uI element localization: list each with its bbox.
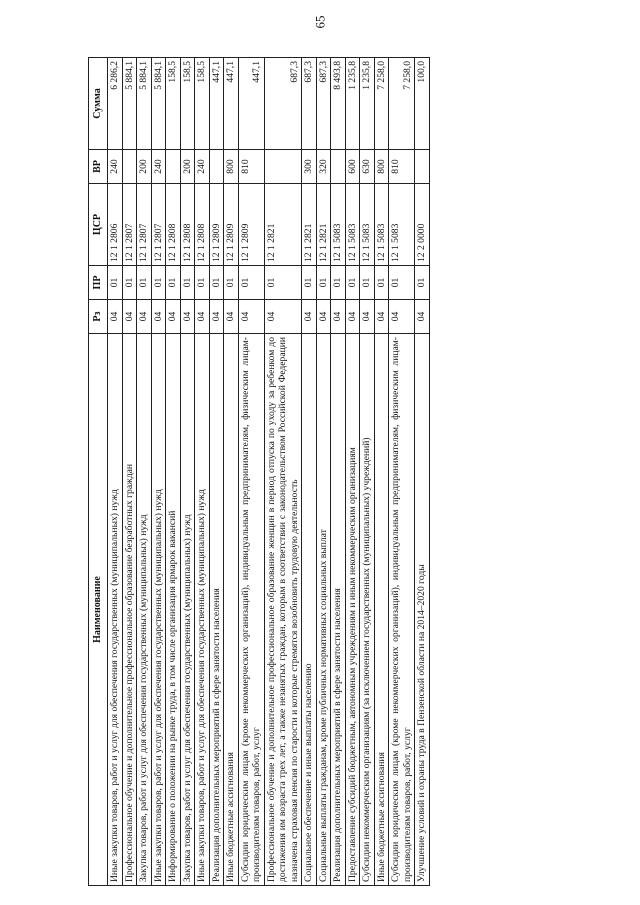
cell-name: Профессиональное обучение и дополнительное профессиональное образование безработных граждан [122,334,137,886]
cell-pr: 01 [180,266,195,300]
table-row [302,58,317,886]
table-row [195,58,210,886]
cell-name: Субсидии юридическим лицам (кроме некоммерческих организаций), индивидуальным предпринимателям, физическим лицам-производителям товаров, работ, услуг [389,334,415,886]
cell-sum: 5 884,1 [151,58,166,150]
cell-csr: 12 1 2808 [195,184,210,266]
cell-name: Иные бюджетные ассигнования [224,334,239,886]
cell-pr: 01 [166,266,181,300]
cell-rz: 04 [360,300,375,334]
table-row [264,58,302,886]
cell-name: Иные закупки товаров, работ и услуг для обеспечения государственных (муниципальных) нужд [151,334,166,886]
cell-rz: 04 [209,300,224,334]
cell-csr: 12 1 2809 [224,184,239,266]
cell-pr: 01 [264,266,302,300]
cell-rz: 04 [345,300,360,334]
table-row [209,58,224,886]
cell-csr: 12 1 5083 [360,184,375,266]
cell-csr: 12 1 2808 [180,184,195,266]
header-rz: Рз [89,300,108,334]
cell-name: Закупка товаров, работ и услуг для обеспечения государственных (муниципальных) нужд [180,334,195,886]
cell-pr: 01 [195,266,210,300]
cell-sum: 1 235,8 [345,58,360,150]
table-row [137,58,152,886]
cell-vr: 810 [389,150,415,184]
table-header [89,58,108,886]
header-csr: ЦСР [89,184,108,266]
cell-pr: 01 [374,266,389,300]
table-row [108,58,123,886]
cell-name: Социальные выплаты гражданам, кроме публичных нормативных социальных выплат [316,334,331,886]
cell-sum: 447,1 [209,58,224,150]
cell-sum: 447,1 [238,58,264,150]
rotated-table-container [88,58,568,886]
cell-pr: 01 [415,266,430,300]
cell-rz: 04 [415,300,430,334]
cell-rz: 04 [238,300,264,334]
cell-pr: 01 [108,266,123,300]
cell-csr: 12 1 2808 [166,184,181,266]
cell-rz: 04 [264,300,302,334]
cell-pr: 01 [331,266,346,300]
cell-vr: 240 [108,150,123,184]
table-row [316,58,331,886]
cell-name: Социальное обеспечение и иные выплаты населению [302,334,317,886]
cell-vr: 810 [238,150,264,184]
header-pr: ПР [89,266,108,300]
cell-vr: 240 [151,150,166,184]
cell-csr: 12 1 2821 [302,184,317,266]
cell-pr: 01 [389,266,415,300]
cell-csr: 12 1 2807 [122,184,137,266]
cell-sum: 1 235,8 [360,58,375,150]
cell-sum: 5 884,1 [122,58,137,150]
cell-vr [331,150,346,184]
table-row [360,58,375,886]
page-number [0,14,640,30]
page-number-text: 65 [312,15,327,29]
cell-rz: 04 [137,300,152,334]
table-row [389,58,415,886]
cell-pr: 01 [238,266,264,300]
cell-name: Реализация дополнительных мероприятий в сфере занятости населения [209,334,224,886]
cell-name: Улучшение условий и охраны труда в Пензенской области на 2014–2020 годы [415,334,430,886]
cell-rz: 04 [374,300,389,334]
cell-sum: 158,5 [180,58,195,150]
table-row [122,58,137,886]
cell-name: Иные закупки товаров, работ и услуг для обеспечения государственных (муниципальных) нужд [108,334,123,886]
cell-sum: 158,5 [195,58,210,150]
cell-rz: 04 [316,300,331,334]
cell-sum: 158,5 [166,58,181,150]
cell-sum: 100,0 [415,58,430,150]
cell-vr [264,150,302,184]
table-row [415,58,430,886]
cell-vr [209,150,224,184]
cell-sum: 8 493,8 [331,58,346,150]
cell-csr: 12 1 2809 [238,184,264,266]
cell-name: Иные закупки товаров, работ и услуг для обеспечения государственных (муниципальных) нужд [195,334,210,886]
cell-vr: 800 [224,150,239,184]
cell-name: Информирование о положении на рынке труда, в том числе организация ярмарок вакансий [166,334,181,886]
cell-sum: 6 286,2 [108,58,123,150]
cell-pr: 01 [209,266,224,300]
cell-rz: 04 [180,300,195,334]
cell-name: Закупка товаров, работ и услуг для обеспечения государственных (муниципальных) нужд [137,334,152,886]
cell-rz: 04 [151,300,166,334]
table-row [238,58,264,886]
cell-csr: 12 1 5083 [389,184,415,266]
cell-vr: 800 [374,150,389,184]
cell-vr: 320 [316,150,331,184]
cell-sum: 447,1 [224,58,239,150]
cell-sum: 687,3 [316,58,331,150]
cell-pr: 01 [122,266,137,300]
cell-pr: 01 [360,266,375,300]
cell-csr: 12 1 5083 [331,184,346,266]
cell-pr: 01 [302,266,317,300]
cell-rz: 04 [389,300,415,334]
header-vr: ВР [89,150,108,184]
cell-name: Субсидии юридическим лицам (кроме некоммерческих организаций), индивидуальным предпринимателям, физическим лицам-производителям товаров, работ, услуг [238,334,264,886]
cell-pr: 01 [224,266,239,300]
cell-csr: 12 1 2806 [108,184,123,266]
header-name: Наименование [89,334,108,886]
table-row [180,58,195,886]
cell-rz: 04 [224,300,239,334]
cell-csr: 12 2 0000 [415,184,430,266]
cell-vr: 200 [180,150,195,184]
table-row [374,58,389,886]
cell-sum: 687,3 [302,58,317,150]
cell-vr [166,150,181,184]
cell-name: Предоставление субсидий бюджетным, автономным учреждениям и иным некоммерческим организациям [345,334,360,886]
cell-sum: 7 258,0 [374,58,389,150]
cell-sum: 7 258,0 [389,58,415,150]
table-row [345,58,360,886]
cell-sum: 687,3 [264,58,302,150]
table-row [151,58,166,886]
cell-csr: 12 1 5083 [374,184,389,266]
cell-vr: 300 [302,150,317,184]
cell-csr: 12 1 5083 [345,184,360,266]
cell-name: Реализация дополнительных мероприятий в сфере занятости населения [331,334,346,886]
cell-csr: 12 1 2807 [151,184,166,266]
cell-pr: 01 [345,266,360,300]
table-row [166,58,181,886]
header-sum: Сумма [89,58,108,150]
table-row [331,58,346,886]
table-body [108,58,430,886]
cell-rz: 04 [122,300,137,334]
cell-vr: 600 [345,150,360,184]
cell-csr: 12 1 2809 [209,184,224,266]
cell-vr [415,150,430,184]
cell-vr: 200 [137,150,152,184]
cell-vr: 630 [360,150,375,184]
cell-rz: 04 [108,300,123,334]
table-row [224,58,239,886]
cell-rz: 04 [195,300,210,334]
cell-vr: 240 [195,150,210,184]
cell-pr: 01 [316,266,331,300]
cell-csr: 12 1 2821 [316,184,331,266]
cell-pr: 01 [137,266,152,300]
cell-csr: 12 1 2807 [137,184,152,266]
cell-vr [122,150,137,184]
document-body [88,58,568,886]
cell-rz: 04 [302,300,317,334]
cell-name: Профессиональное обучение и дополнительное профессиональное образование женщин в период отпуска по уходу за ребенком до достижения им возраста трех лет, а также незанятых граждан, которым в соответствии с законодательством Российской Федерации назначена страховая пенсия по старости и которые стремятся возобновить трудовую деятельность [264,334,302,886]
cell-name: Иные бюджетные ассигнования [374,334,389,886]
cell-rz: 04 [331,300,346,334]
cell-csr: 12 1 2821 [264,184,302,266]
header-row [89,58,108,886]
cell-name: Субсидии некоммерческим организациям (за исключением государственных (муниципальных) учреждений) [360,334,375,886]
cell-pr: 01 [151,266,166,300]
cell-sum: 5 884,1 [137,58,152,150]
cell-rz: 04 [166,300,181,334]
budget-table [88,57,430,886]
